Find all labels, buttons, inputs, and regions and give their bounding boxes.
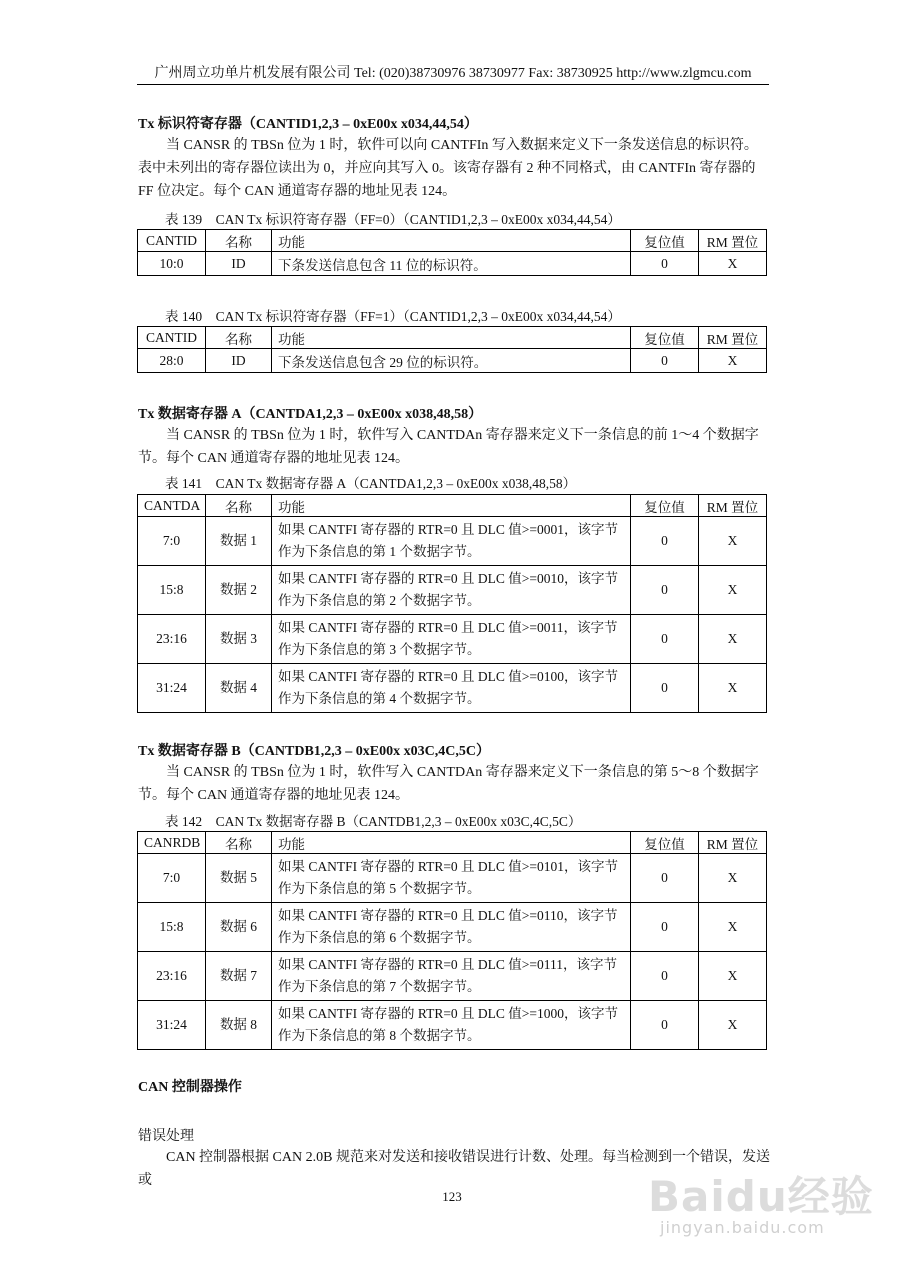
cell-name: ID: [206, 252, 272, 276]
paragraph-cantda: [138, 424, 770, 470]
header-function: 功能: [272, 327, 631, 349]
paragraph-text: 当 CANSR 的 TBSn 位为 1 时，软件写入 CANTDAn 寄存器来定义下一条信息的第 5～8 个数据字节。每个 CAN 通道寄存器的地址见表 124。: [138, 765, 759, 803]
table-caption-139: 表 139 CAN Tx 标识符寄存器（FF=0）（CANTID1,2,3 – 0xE00x x034,44,54）: [165, 212, 621, 227]
cell-bits: 7:0: [138, 517, 206, 566]
cell-reset-value: 0: [631, 664, 699, 713]
header-name: 名称: [206, 832, 272, 854]
cell-name: 数据 6: [206, 903, 272, 952]
header-bits: CANTID: [138, 230, 206, 252]
cell-rm-set: X: [699, 952, 767, 1001]
cell-rm-set: X: [699, 252, 767, 276]
cell-function: 如果 CANTFI 寄存器的 RTR=0 且 DLC 值>=1000，该字节作为下条信息的第 8 个数据字节。: [272, 1001, 631, 1050]
cell-bits: 28:0: [138, 349, 206, 373]
cell-rm-set: X: [699, 615, 767, 664]
watermark: [640, 1162, 874, 1252]
cell-bits: 23:16: [138, 952, 206, 1001]
header-reset-value: 复位值: [631, 832, 699, 854]
header-rule: [137, 84, 769, 85]
table-row: [138, 566, 767, 615]
header-reset-value: 复位值: [631, 327, 699, 349]
table-row: [138, 349, 767, 373]
cell-name: 数据 1: [206, 517, 272, 566]
section-title-cantid: Tx 标识符寄存器（CANTID1,2,3 – 0xE00x x034,44,54）: [138, 117, 478, 132]
cell-reset-value: 0: [631, 349, 699, 373]
header-rm-set: RM 置位: [699, 230, 767, 252]
header-bits: CANTID: [138, 327, 206, 349]
cell-reset-value: 0: [631, 517, 699, 566]
table-row: [138, 952, 767, 1001]
section-title-cantda: Tx 数据寄存器 A（CANTDA1,2,3 – 0xE00x x038,48,58）: [138, 407, 483, 422]
cell-bits: 23:16: [138, 615, 206, 664]
cell-bits: 15:8: [138, 566, 206, 615]
page-number: 123: [442, 1189, 462, 1204]
cell-name: ID: [206, 349, 272, 373]
section-title-cantdb: Tx 数据寄存器 B（CANTDB1,2,3 – 0xE00x x03C,4C,5C）: [138, 744, 490, 759]
section-title-error: 错误处理: [138, 1129, 194, 1144]
cell-bits: 10:0: [138, 252, 206, 276]
header-function: 功能: [272, 495, 631, 517]
register-table-140: [137, 326, 767, 373]
cell-reset-value: 0: [631, 1001, 699, 1050]
cell-reset-value: 0: [631, 903, 699, 952]
cell-function: 如果 CANTFI 寄存器的 RTR=0 且 DLC 值>=0110，该字节作为下条信息的第 6 个数据字节。: [272, 903, 631, 952]
table-header-row: [138, 495, 767, 517]
cell-rm-set: X: [699, 664, 767, 713]
table-caption-140: 表 140 CAN Tx 标识符寄存器（FF=1）（CANTID1,2,3 – 0xE00x x034,44,54）: [165, 309, 621, 324]
header-reset-value: 复位值: [631, 230, 699, 252]
cell-name: 数据 8: [206, 1001, 272, 1050]
table-header-row: [138, 832, 767, 854]
cell-function: 如果 CANTFI 寄存器的 RTR=0 且 DLC 值>=0101，该字节作为下条信息的第 5 个数据字节。: [272, 854, 631, 903]
cell-name: 数据 2: [206, 566, 272, 615]
table-header-row: [138, 230, 767, 252]
register-table-142: [137, 831, 767, 1050]
cell-rm-set: X: [699, 854, 767, 903]
paragraph-cantdb: [138, 761, 770, 807]
register-table-139: [137, 229, 767, 276]
cell-function: 如果 CANTFI 寄存器的 RTR=0 且 DLC 值>=0100，该字节作为下条信息的第 4 个数据字节。: [272, 664, 631, 713]
header-rm-set: RM 置位: [699, 832, 767, 854]
register-table-141: [137, 494, 767, 713]
table-row: [138, 664, 767, 713]
cell-rm-set: X: [699, 349, 767, 373]
cell-bits: 15:8: [138, 903, 206, 952]
cell-rm-set: X: [699, 903, 767, 952]
table-caption-142: 表 142 CAN Tx 数据寄存器 B（CANTDB1,2,3 – 0xE00x x03C,4C,5C）: [165, 814, 582, 829]
page-header: 广州周立功单片机发展有限公司 Tel: (020)38730976 38730977 Fax: 38730925 http://www.zlgmcu.com: [154, 66, 752, 81]
header-bits: CANTDA: [138, 495, 206, 517]
header-reset-value: 复位值: [631, 495, 699, 517]
table-row: [138, 1001, 767, 1050]
header-name: 名称: [206, 495, 272, 517]
cell-rm-set: X: [699, 566, 767, 615]
cell-name: 数据 3: [206, 615, 272, 664]
table-row: [138, 517, 767, 566]
cell-function: 如果 CANTFI 寄存器的 RTR=0 且 DLC 值>=0011，该字节作为下条信息的第 3 个数据字节。: [272, 615, 631, 664]
paragraph-text: CAN 控制器根据 CAN 2.0B 规范来对发送和接收错误进行计数、处理。每当检测到一个错误，发送或: [138, 1150, 770, 1188]
header-bits: CANRDB: [138, 832, 206, 854]
paragraph-text: 当 CANSR 的 TBSn 位为 1 时，软件可以向 CANTFIn 写入数据来定义下一条发送信息的标识符。表中未列出的寄存器位读出为 0，并应向其写入 0。该寄存器有 2 种不同格式，由 CANTFIn 寄存器的 FF 位决定。每个 CAN 通道寄存器的地址见表 124。: [138, 138, 758, 199]
cell-reset-value: 0: [631, 252, 699, 276]
cell-reset-value: 0: [631, 854, 699, 903]
table-row: [138, 252, 767, 276]
header-function: 功能: [272, 230, 631, 252]
baidu-logo-icon: Baidu经验: [648, 1172, 874, 1221]
paragraph-cantid: [138, 134, 770, 203]
table-header-row: [138, 327, 767, 349]
cell-reset-value: 0: [631, 615, 699, 664]
table-caption-141: 表 141 CAN Tx 数据寄存器 A（CANTDA1,2,3 – 0xE00x x038,48,58）: [165, 476, 577, 491]
cell-rm-set: X: [699, 1001, 767, 1050]
cell-name: 数据 7: [206, 952, 272, 1001]
cell-name: 数据 5: [206, 854, 272, 903]
cell-function: 下条发送信息包含 29 位的标识符。: [272, 349, 631, 373]
header-name: 名称: [206, 327, 272, 349]
table-row: [138, 615, 767, 664]
cell-function: 如果 CANTFI 寄存器的 RTR=0 且 DLC 值>=0010，该字节作为下条信息的第 2 个数据字节。: [272, 566, 631, 615]
header-rm-set: RM 置位: [699, 327, 767, 349]
table-row: [138, 903, 767, 952]
cell-reset-value: 0: [631, 952, 699, 1001]
cell-function: 下条发送信息包含 11 位的标识符。: [272, 252, 631, 276]
section-title-can-ops: CAN 控制器操作: [138, 1080, 242, 1095]
header-function: 功能: [272, 832, 631, 854]
cell-name: 数据 4: [206, 664, 272, 713]
cell-bits: 31:24: [138, 1001, 206, 1050]
table-row: [138, 854, 767, 903]
header-rm-set: RM 置位: [699, 495, 767, 517]
cell-function: 如果 CANTFI 寄存器的 RTR=0 且 DLC 值>=0001，该字节作为下条信息的第 1 个数据字节。: [272, 517, 631, 566]
cell-rm-set: X: [699, 517, 767, 566]
cell-bits: 31:24: [138, 664, 206, 713]
cell-reset-value: 0: [631, 566, 699, 615]
paragraph-text: 当 CANSR 的 TBSn 位为 1 时，软件写入 CANTDAn 寄存器来定义下一条信息的前 1～4 个数据字节。每个 CAN 通道寄存器的地址见表 124。: [138, 428, 759, 466]
cell-bits: 7:0: [138, 854, 206, 903]
cell-function: 如果 CANTFI 寄存器的 RTR=0 且 DLC 值>=0111，该字节作为下条信息的第 7 个数据字节。: [272, 952, 631, 1001]
watermark-url: jingyan.baidu.com: [660, 1218, 825, 1237]
header-name: 名称: [206, 230, 272, 252]
